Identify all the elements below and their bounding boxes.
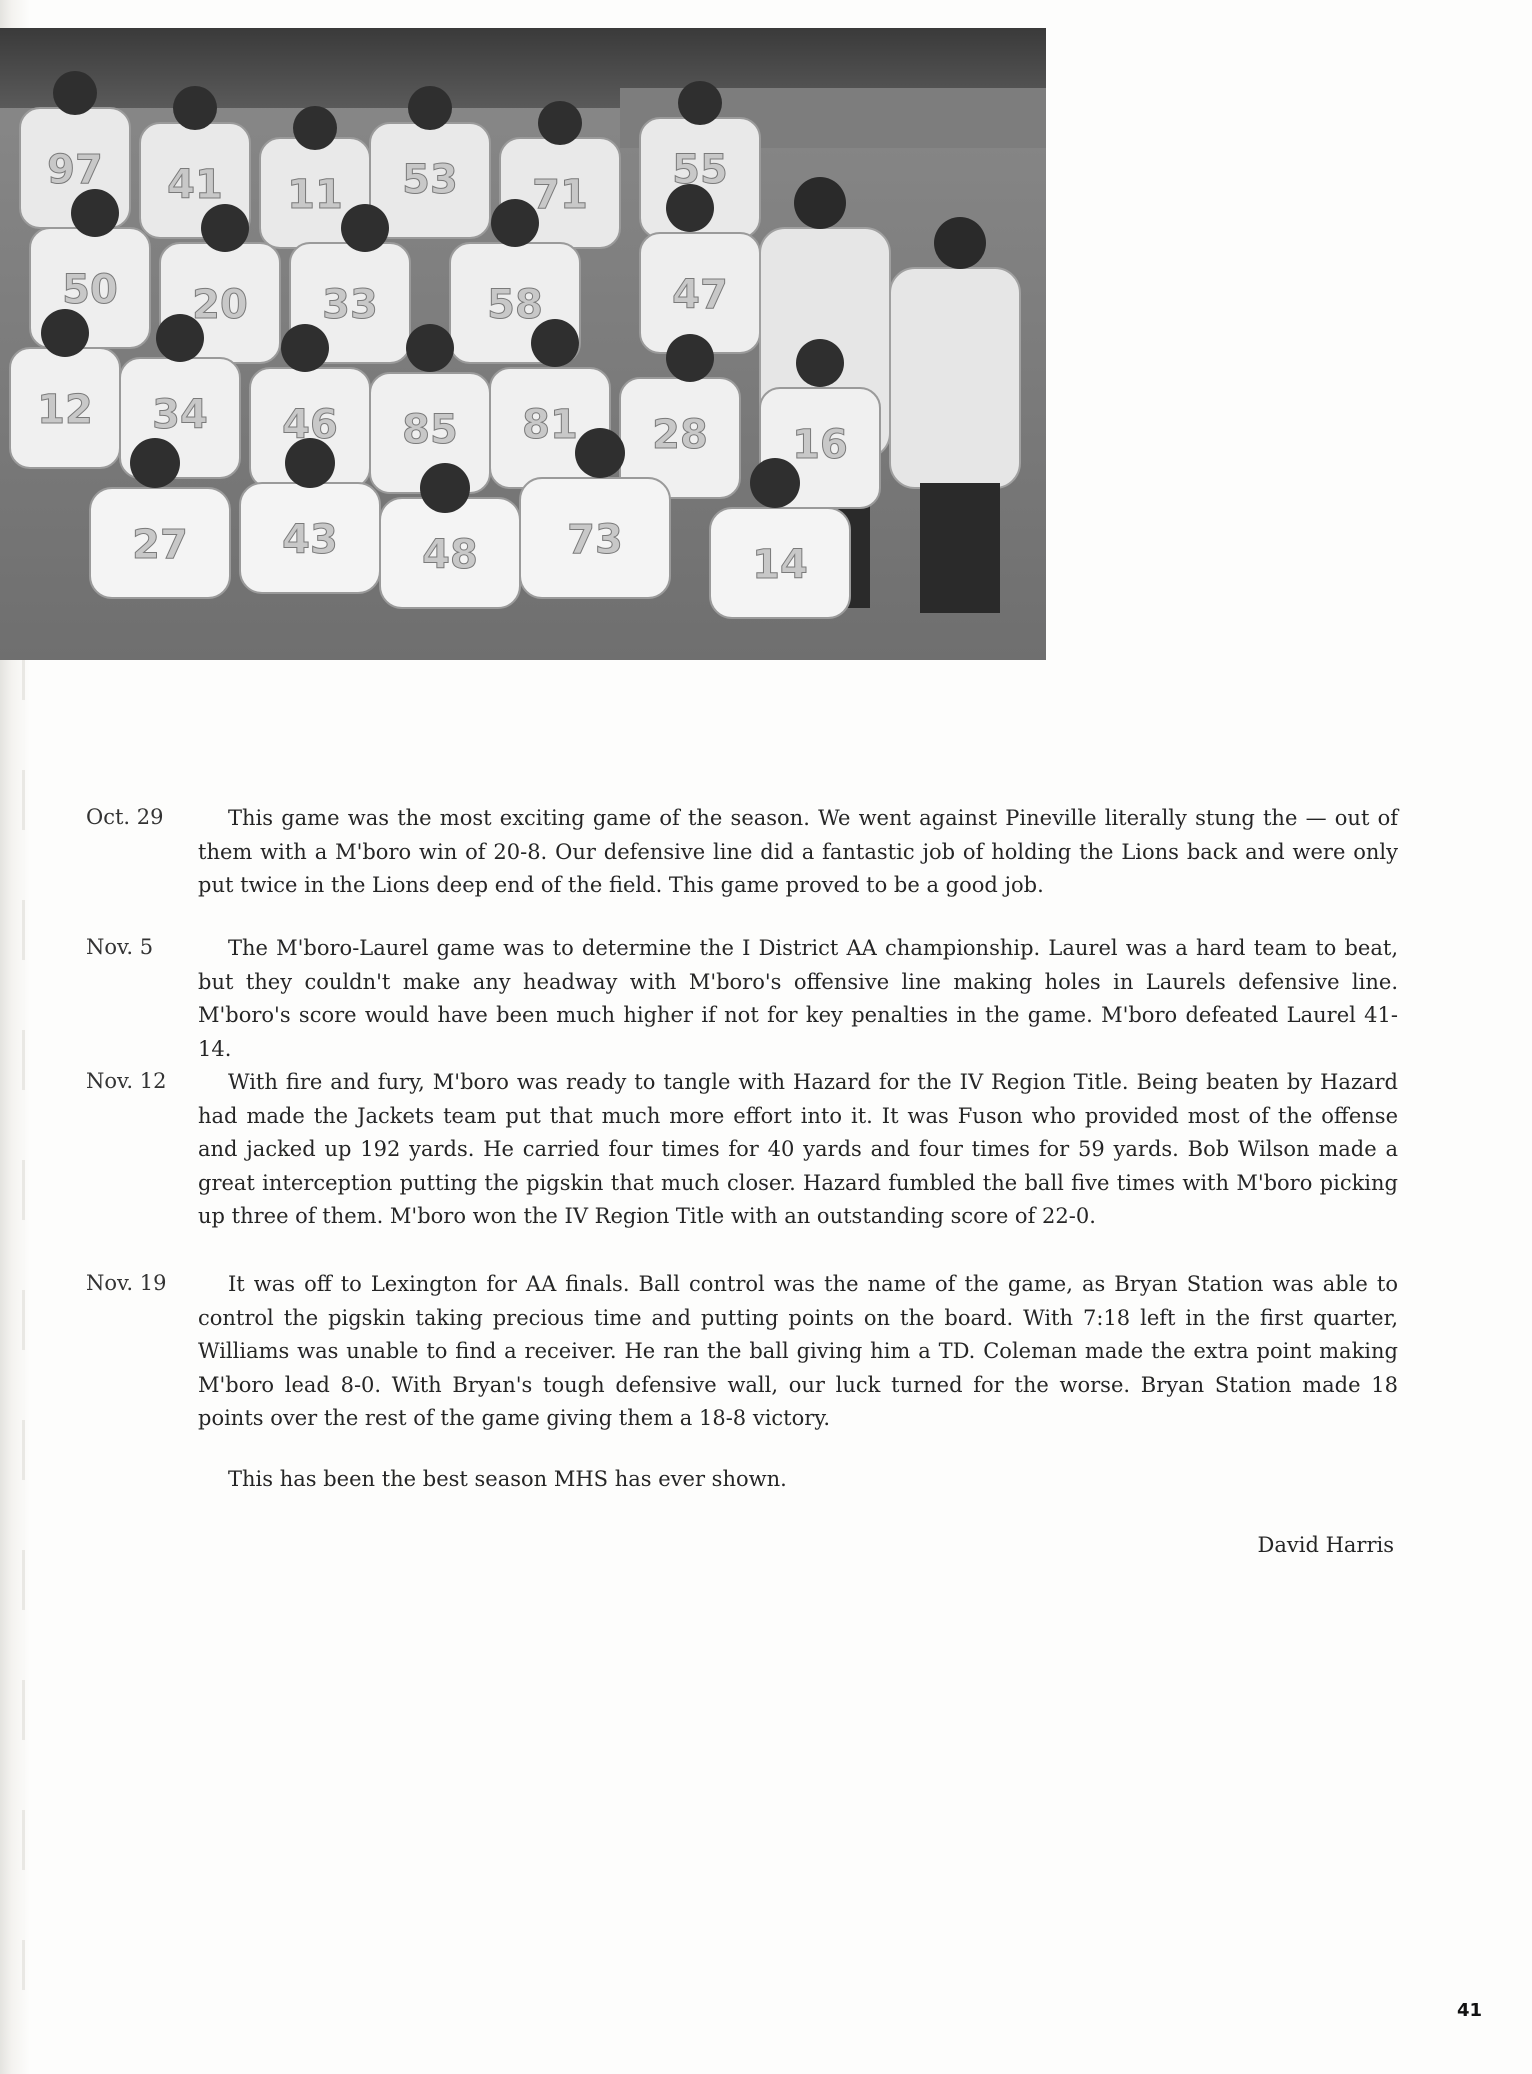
- jersey-number: 33: [322, 282, 378, 328]
- game-date: Oct. 29: [86, 805, 164, 829]
- team-photo-icon: [0, 28, 1046, 660]
- jersey-number: 12: [37, 387, 93, 433]
- jersey-number: 20: [192, 282, 248, 328]
- game-summary: The M'boro-Laurel game was to determine the I District AA championship. Laurel was a hard team to beat, but they couldn't make any headway with M'boro's offensive line making holes in Laurels defensive line. M'boro's score would have been much higher if not for key penalties in the game. M'boro defeated Laurel 41-14.: [198, 936, 1398, 1061]
- jersey-number: 81: [522, 402, 578, 448]
- binding-stitch-line: [22, 640, 25, 1990]
- jersey-number: 53: [402, 157, 458, 203]
- jersey-number: 43: [282, 517, 338, 563]
- jersey-number: 58: [487, 282, 543, 328]
- jersey-number: 11: [287, 172, 343, 218]
- game-date: Nov. 5: [86, 935, 154, 959]
- game-date: Nov. 19: [86, 1271, 167, 1295]
- game-summary: With fire and fury, M'boro was ready to tangle with Hazard for the IV Region Title. Being beaten by Hazard had made the Jackets team put that much more effort into it. It was Fuson who provided most of the offense and jacked up 192 yards. He carried four times for 40 yards and four times for 59 yards. Bob Wilson made a great interception putting the pigskin that much closer. Hazard fumbled the ball five times with M'boro picking up three of them. M'boro won the IV Region Title with an outstanding score of 22-0.: [198, 1070, 1398, 1228]
- closing-statement: This has been the best season MHS has ever shown.: [228, 1467, 787, 1491]
- jersey-number: 14: [752, 542, 808, 588]
- jersey-number: 28: [652, 412, 708, 458]
- jersey-number: 27: [132, 522, 188, 568]
- game-summary: This game was the most exciting game of the season. We went against Pineville literally stung the — out of them with a M'boro win of 20-8. Our defensive line did a fantastic job of holding the Lions back and were only put twice in the Lions deep end of the field. This game proved to be a good job.: [198, 806, 1398, 897]
- jersey-number: 48: [422, 532, 478, 578]
- jersey-number: 97: [47, 147, 103, 193]
- game-date: Nov. 12: [86, 1069, 167, 1093]
- jersey-number: 41: [167, 162, 223, 208]
- jersey-number: 71: [532, 172, 588, 218]
- game-summary: It was off to Lexington for AA finals. Ball control was the name of the game, as Bryan Station was able to control the pigskin taking precious time and putting points on the board. With 7:18 left in the first quarter, Williams was unable to find a receiver. He ran the ball giving him a TD. Coleman made the extra point making M'boro lead 8-0. With Bryan's tough defensive wall, our luck turned for the worse. Bryan Station made 18 points over the rest of the game giving them a 18-8 victory.: [198, 1272, 1398, 1430]
- jersey-number: 16: [792, 422, 848, 468]
- jersey-number: 47: [672, 272, 728, 318]
- jersey-number: 50: [62, 267, 118, 313]
- page-number: 41: [1456, 2000, 1482, 2021]
- jersey-number: 34: [152, 392, 208, 438]
- jersey-number: 73: [567, 517, 623, 563]
- jersey-number: 46: [282, 402, 338, 448]
- author-signature: David Harris: [1257, 1533, 1394, 1557]
- team-photo: [0, 28, 1046, 660]
- jersey-number: 85: [402, 407, 458, 453]
- jersey-number: 55: [672, 147, 728, 193]
